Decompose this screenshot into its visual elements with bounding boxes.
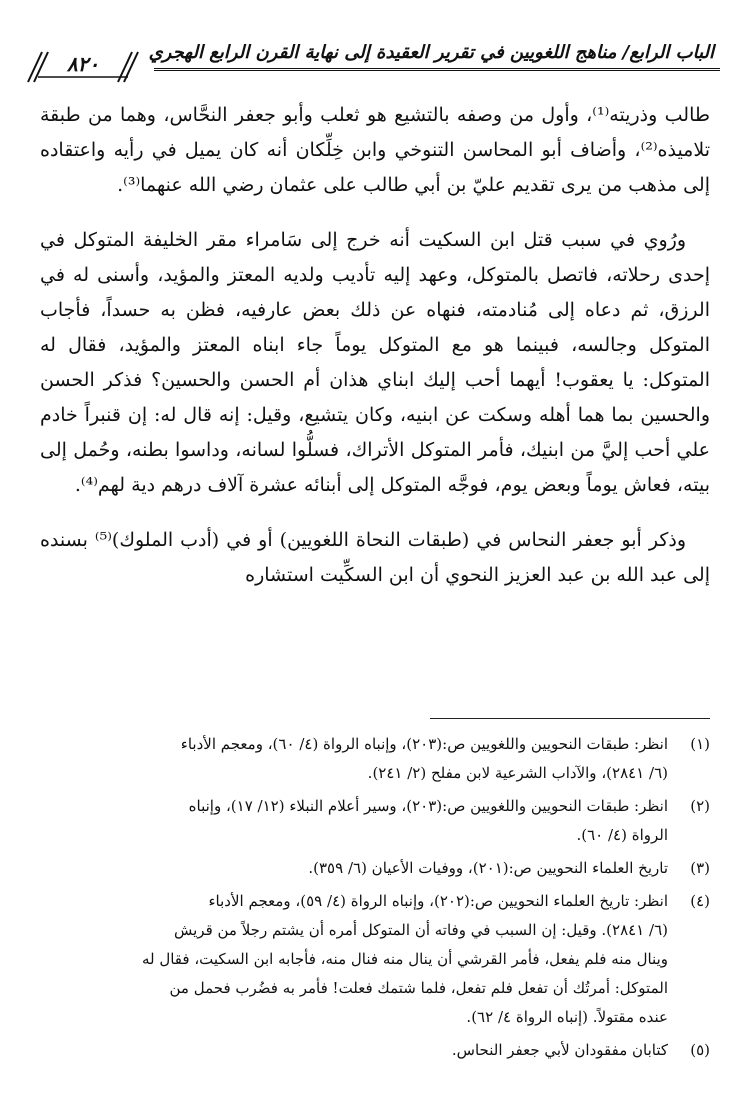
page-number-badge xyxy=(24,50,142,80)
footnote-2 xyxy=(40,792,710,850)
paragraph-3: وذكر أبو جعفر النحاس في (طبقات النحاة اللغويين) أو في (أدب الملوك)⁽⁵⁾ بسنده إلى عبد الله بن عبد العزيز النحوي أن ابن السكِّيت استشاره xyxy=(40,529,710,586)
footnote-line: انظر: تاريخ العلماء النحويين ص:(٢٠٢)، وإنباه الرواة (٤/ ٥٩)، ومعجم الأدباء xyxy=(208,892,668,910)
page-number: ٨٢٠ xyxy=(66,52,100,76)
footnote-line: الرواة (٤/ ٦٠). xyxy=(576,826,668,844)
footnote-number: (٥) xyxy=(690,1041,710,1059)
footnote-3 xyxy=(40,854,710,883)
footnote-line: تاريخ العلماء النحويين ص:(٢٠١)، ووفيات الأعيان (٦/ ٣٥٩). xyxy=(308,859,668,877)
footnote-line: وينال منه فلم يفعل، فأمر القرشي أن ينال منه فنال منه، فأجابه ابن السكيت، فقال له xyxy=(141,950,668,968)
paragraph-2: ورُوي في سبب قتل ابن السكيت أنه خرج إلى سَامراء مقر الخليفة المتوكل في إحدى رحلاته، فاتصل بالمتوكل، وعهد إليه تأديب ولديه المعتز والمؤيد، وأسنى له في الرزق، ثم دعاه إلى مُنادمته، فنهاه عن ذلك بعض عارفيه، فظن به حسداً، فأجاب المتوكل وجالسه، فبينما هو مع المتوكل يوماً جاء ابناه المعتز والمؤيد، فقال له المتوكل: يا يعقوب! أيهما أحب إليك ابناي هذان أم الحسن والحسين؟ فذكر الحسن والحسين بما هما أهله وسكت عن ابنيه، وكان يتشيع، وقيل: إنه قال له: إن قنبراً خادم علي أحب إليَّ من ابنيك، فأمر المتوكل الأتراك، فسلُّوا لسانه، وداسوا بطنه، وحُمل إلى بيته، فعاش يوماً وبعض يوم، فوجَّه المتوكل إلى أبنائه عشرة آلاف درهم دية لهم⁽⁴⁾. xyxy=(40,229,710,496)
footnote-line: (٦/ ٢٨٤١)، والآداب الشرعية لابن مفلح (٢/ ٢٤١). xyxy=(367,764,668,782)
footnote-1 xyxy=(40,730,710,788)
footnotes xyxy=(40,730,710,1069)
main-text xyxy=(40,98,710,613)
footnote-number: (٤) xyxy=(690,892,710,910)
footnote-number: (٣) xyxy=(690,859,710,877)
footnote-line: (٦/ ٢٨٤١). وقيل: إن السبب في وفاته أن المتوكل أمره أن يشتم رجلاً من قريش xyxy=(174,921,668,939)
footnote-number: (١) xyxy=(690,735,710,753)
footnote-5 xyxy=(40,1036,710,1065)
footnote-line: المتوكل: أمرتُك أن تفعل فلم تفعل، فلما شتمك فعلت! فأمر به فضُرب فحمل من xyxy=(169,979,668,997)
header-rule xyxy=(154,68,720,71)
running-header xyxy=(24,40,720,86)
footnote-4 xyxy=(40,887,710,1032)
footnote-line: كتابان مفقودان لأبي جعفر النحاس. xyxy=(451,1041,668,1059)
footnote-line: عنده مقتولاً. (إنباه الرواة ٤/ ٦٢). xyxy=(466,1008,668,1026)
footnote-separator xyxy=(430,718,710,719)
chapter-title: الباب الرابع/ مناهج اللغويين في تقرير العقيدة إلى نهاية القرن الرابع الهجري xyxy=(148,42,714,63)
footnote-line: انظر: طبقات النحويين واللغويين ص:(٢٠٣)، وسير أعلام النبلاء (١٢/ ١٧)، وإنباه xyxy=(188,797,668,815)
paragraph-1: طالب وذريته⁽¹⁾، وأول من وصفه بالتشيع هو ثعلب وأبو جعفر النحَّاس، وهما من طبقة تلاميذه⁽²⁾، وأضاف أبو المحاسن التنوخي وابن خِلِّكان أنه كان يميل في رأيه واعتقاده إلى مذهب من يرى تقديم عليّ بن أبي طالب على عثمان رضي الله عنهما⁽³⁾. xyxy=(40,104,710,196)
footnote-number: (٢) xyxy=(690,797,710,815)
footnote-line: انظر: طبقات النحويين واللغويين ص:(٢٠٣)، وإنباه الرواة (٤/ ٦٠)، ومعجم الأدباء xyxy=(180,735,668,753)
